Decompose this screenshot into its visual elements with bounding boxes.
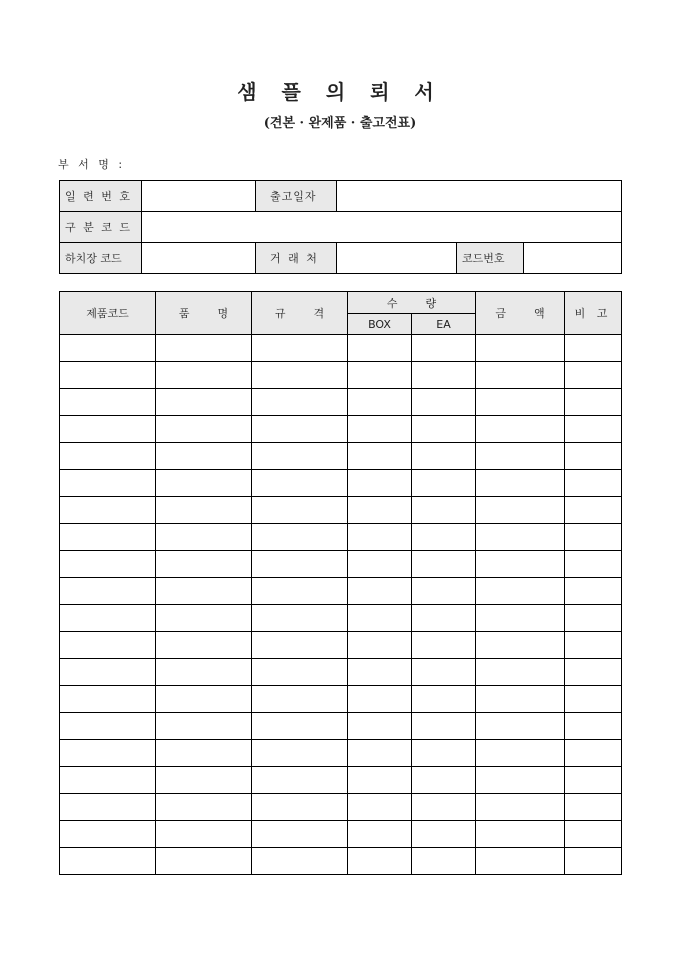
cell-box[interactable] (348, 551, 412, 578)
cell-box[interactable] (348, 335, 412, 362)
unload-code-field[interactable] (142, 243, 256, 274)
col-quantity: 수 량 (348, 292, 476, 314)
cell-spec[interactable] (252, 524, 348, 551)
cell-product-code[interactable] (60, 659, 156, 686)
cell-ea[interactable] (412, 767, 476, 794)
cell-ea[interactable] (412, 605, 476, 632)
cell-amount[interactable] (476, 821, 565, 848)
cell-spec[interactable] (252, 551, 348, 578)
cell-ea[interactable] (412, 713, 476, 740)
cell-product-code[interactable] (60, 686, 156, 713)
cell-product-code[interactable] (60, 389, 156, 416)
cell-product-code[interactable] (60, 497, 156, 524)
cell-note[interactable] (565, 362, 622, 389)
table-row (60, 821, 622, 848)
cell-note[interactable] (565, 632, 622, 659)
cell-spec[interactable] (252, 605, 348, 632)
col-box: BOX (348, 314, 412, 335)
cell-box[interactable] (348, 578, 412, 605)
cell-product-code[interactable] (60, 605, 156, 632)
cell-note[interactable] (565, 605, 622, 632)
cell-note[interactable] (565, 578, 622, 605)
col-amount: 금 액 (476, 292, 565, 335)
cell-box[interactable] (348, 821, 412, 848)
cell-note[interactable] (565, 713, 622, 740)
cell-box[interactable] (348, 767, 412, 794)
cell-product-code[interactable] (60, 794, 156, 821)
cell-note[interactable] (565, 470, 622, 497)
cell-box[interactable] (348, 524, 412, 551)
cell-item-name[interactable] (156, 767, 252, 794)
cell-product-code[interactable] (60, 632, 156, 659)
form-subtitle: (견본 · 완제품 · 출고전표) (263, 116, 417, 131)
cell-note[interactable] (565, 848, 622, 875)
cell-box[interactable] (348, 389, 412, 416)
cell-spec[interactable] (252, 416, 348, 443)
cell-amount[interactable] (476, 389, 565, 416)
cell-item-name[interactable] (156, 416, 252, 443)
cell-amount[interactable] (476, 416, 565, 443)
col-ea: EA (412, 314, 476, 335)
unload-code-label: 하치장 코드 (60, 243, 142, 274)
cell-spec[interactable] (252, 335, 348, 362)
cell-item-name[interactable] (156, 821, 252, 848)
cell-spec[interactable] (252, 389, 348, 416)
cell-product-code[interactable] (60, 767, 156, 794)
cell-note[interactable] (565, 794, 622, 821)
cell-item-name[interactable] (156, 713, 252, 740)
cell-spec[interactable] (252, 497, 348, 524)
cell-product-code[interactable] (60, 551, 156, 578)
cell-item-name[interactable] (156, 551, 252, 578)
cell-amount[interactable] (476, 767, 565, 794)
cell-spec[interactable] (252, 713, 348, 740)
cell-ea[interactable] (412, 362, 476, 389)
col-spec: 규 격 (252, 292, 348, 335)
table-row (60, 794, 622, 821)
table-row (60, 551, 622, 578)
cell-amount[interactable] (476, 848, 565, 875)
cell-product-code[interactable] (60, 524, 156, 551)
cell-spec[interactable] (252, 659, 348, 686)
cell-item-name[interactable] (156, 605, 252, 632)
cell-item-name[interactable] (156, 443, 252, 470)
cell-ea[interactable] (412, 578, 476, 605)
cell-note[interactable] (565, 551, 622, 578)
cell-ea[interactable] (412, 551, 476, 578)
cell-amount[interactable] (476, 740, 565, 767)
cell-amount[interactable] (476, 794, 565, 821)
table-row (60, 713, 622, 740)
cell-item-name[interactable] (156, 794, 252, 821)
cell-note[interactable] (565, 524, 622, 551)
cell-box[interactable] (348, 362, 412, 389)
cell-amount[interactable] (476, 659, 565, 686)
cell-note[interactable] (565, 821, 622, 848)
cell-box[interactable] (348, 740, 412, 767)
ship-date-label: 출고일자 (256, 181, 337, 212)
cell-item-name[interactable] (156, 848, 252, 875)
cell-box[interactable] (348, 470, 412, 497)
table-row (60, 740, 622, 767)
cell-product-code[interactable] (60, 713, 156, 740)
cell-note[interactable] (565, 443, 622, 470)
cell-product-code[interactable] (60, 335, 156, 362)
cell-box[interactable] (348, 686, 412, 713)
cell-box[interactable] (348, 632, 412, 659)
cell-item-name[interactable] (156, 659, 252, 686)
code-number-field[interactable] (524, 243, 622, 274)
cell-ea[interactable] (412, 848, 476, 875)
cell-ea[interactable] (412, 443, 476, 470)
serial-number-field[interactable] (142, 181, 256, 212)
client-label: 거 래 처 (256, 243, 337, 274)
cell-spec[interactable] (252, 578, 348, 605)
cell-box[interactable] (348, 497, 412, 524)
form-title: 샘 플 의 뢰 서 (237, 80, 443, 104)
cell-ea[interactable] (412, 632, 476, 659)
client-field[interactable] (337, 243, 457, 274)
cell-amount[interactable] (476, 578, 565, 605)
table-row (60, 848, 622, 875)
cell-item-name[interactable] (156, 470, 252, 497)
table-row (60, 578, 622, 605)
col-item-name: 품 명 (156, 292, 252, 335)
cell-amount[interactable] (476, 632, 565, 659)
cell-ea[interactable] (412, 686, 476, 713)
cell-note[interactable] (565, 767, 622, 794)
cell-product-code[interactable] (60, 470, 156, 497)
col-product-code: 제품코드 (60, 292, 156, 335)
cell-box[interactable] (348, 713, 412, 740)
cell-item-name[interactable] (156, 335, 252, 362)
items-table (59, 291, 622, 875)
cell-amount[interactable] (476, 686, 565, 713)
cell-note[interactable] (565, 335, 622, 362)
cell-ea[interactable] (412, 470, 476, 497)
cell-note[interactable] (565, 416, 622, 443)
cell-product-code[interactable] (60, 821, 156, 848)
cell-item-name[interactable] (156, 686, 252, 713)
cell-spec[interactable] (252, 686, 348, 713)
table-row (60, 605, 622, 632)
table-row (60, 389, 622, 416)
cell-ea[interactable] (412, 524, 476, 551)
cell-ea[interactable] (412, 497, 476, 524)
cell-ea[interactable] (412, 740, 476, 767)
cell-box[interactable] (348, 443, 412, 470)
cell-box[interactable] (348, 659, 412, 686)
cell-amount[interactable] (476, 443, 565, 470)
cell-note[interactable] (565, 686, 622, 713)
cell-ea[interactable] (412, 821, 476, 848)
cell-spec[interactable] (252, 632, 348, 659)
cell-amount[interactable] (476, 362, 565, 389)
cell-spec[interactable] (252, 740, 348, 767)
cell-amount[interactable] (476, 470, 565, 497)
cell-spec[interactable] (252, 362, 348, 389)
cell-amount[interactable] (476, 713, 565, 740)
table-row (60, 659, 622, 686)
col-note: 비 고 (565, 292, 622, 335)
code-number-label: 코드번호 (457, 243, 524, 274)
cell-item-name[interactable] (156, 632, 252, 659)
table-row (60, 632, 622, 659)
cell-item-name[interactable] (156, 362, 252, 389)
cell-note[interactable] (565, 497, 622, 524)
cell-ea[interactable] (412, 416, 476, 443)
cell-box[interactable] (348, 416, 412, 443)
serial-number-label: 일 련 번 호 (60, 181, 142, 212)
cell-ea[interactable] (412, 389, 476, 416)
cell-spec[interactable] (252, 443, 348, 470)
table-row (60, 767, 622, 794)
cell-spec[interactable] (252, 848, 348, 875)
cell-box[interactable] (348, 794, 412, 821)
cell-amount[interactable] (476, 335, 565, 362)
cell-product-code[interactable] (60, 578, 156, 605)
cell-note[interactable] (565, 389, 622, 416)
table-row (60, 416, 622, 443)
cell-spec[interactable] (252, 767, 348, 794)
cell-box[interactable] (348, 605, 412, 632)
table-row (60, 497, 622, 524)
table-row (60, 443, 622, 470)
cell-item-name[interactable] (156, 578, 252, 605)
table-row (60, 470, 622, 497)
cell-amount[interactable] (476, 524, 565, 551)
cell-product-code[interactable] (60, 362, 156, 389)
table-row (60, 524, 622, 551)
cell-spec[interactable] (252, 794, 348, 821)
class-code-label: 구 분 코 드 (60, 212, 142, 243)
cell-note[interactable] (565, 740, 622, 767)
cell-ea[interactable] (412, 659, 476, 686)
cell-product-code[interactable] (60, 443, 156, 470)
cell-amount[interactable] (476, 551, 565, 578)
cell-item-name[interactable] (156, 740, 252, 767)
cell-item-name[interactable] (156, 497, 252, 524)
department-label: 부 서 명 : (58, 158, 126, 171)
info-table (59, 180, 622, 274)
cell-product-code[interactable] (60, 416, 156, 443)
ship-date-field[interactable] (337, 181, 622, 212)
cell-ea[interactable] (412, 794, 476, 821)
table-row (60, 362, 622, 389)
cell-amount[interactable] (476, 605, 565, 632)
class-code-field[interactable] (142, 212, 622, 243)
cell-spec[interactable] (252, 470, 348, 497)
cell-product-code[interactable] (60, 740, 156, 767)
cell-item-name[interactable] (156, 389, 252, 416)
cell-item-name[interactable] (156, 524, 252, 551)
cell-ea[interactable] (412, 335, 476, 362)
cell-product-code[interactable] (60, 848, 156, 875)
table-row (60, 335, 622, 362)
cell-amount[interactable] (476, 497, 565, 524)
cell-spec[interactable] (252, 821, 348, 848)
cell-note[interactable] (565, 659, 622, 686)
table-row (60, 686, 622, 713)
cell-box[interactable] (348, 848, 412, 875)
